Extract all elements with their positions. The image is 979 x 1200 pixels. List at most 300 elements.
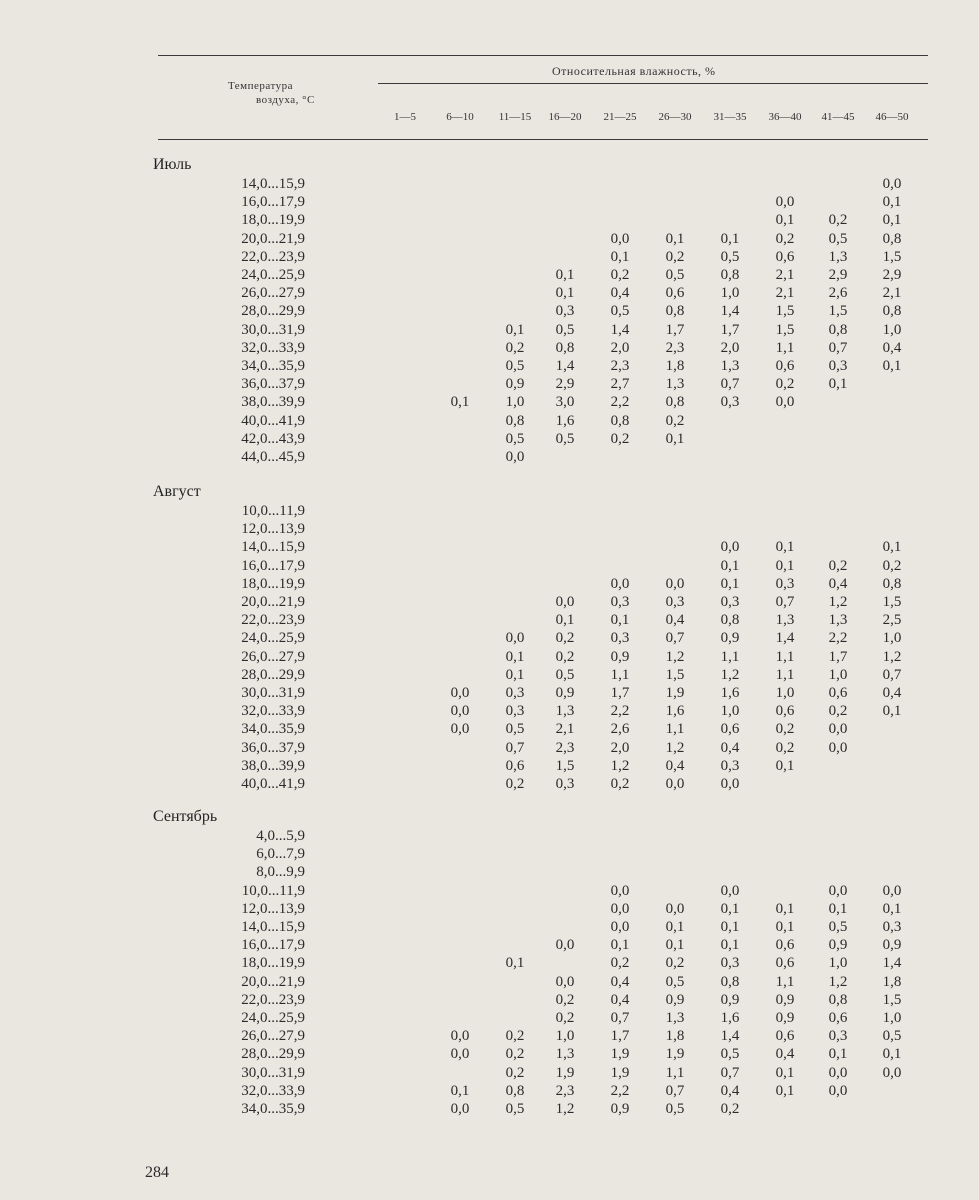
table-cell: 1,0 (828, 955, 848, 972)
table-cell: 1,7 (720, 321, 740, 338)
table-cell: 1,1 (775, 973, 795, 990)
table-cell: 1,3 (555, 703, 575, 720)
table-cell: 0,7 (828, 339, 848, 356)
temperature-range: 28,0...29,9 (241, 1046, 305, 1063)
temperature-range: 4,0...5,9 (256, 828, 305, 844)
table-cell: 0,5 (555, 666, 575, 683)
table-cell: 0,0 (828, 1064, 848, 1081)
table-cell: 1,2 (828, 973, 848, 990)
table-cell: 0,1 (665, 430, 685, 447)
temperature-range: 12,0...13,9 (241, 521, 305, 538)
column-header: 36—40 (768, 111, 802, 123)
table-cell: 2,1 (555, 721, 575, 738)
table-row (0, 919, 979, 937)
table-row (0, 394, 979, 412)
table-cell: 2,3 (665, 339, 685, 356)
table-cell: 0,8 (882, 230, 902, 247)
table-cell: 0,1 (720, 919, 740, 935)
table-cell: 0,6 (775, 955, 795, 972)
temperature-range: 38,0...39,9 (241, 394, 305, 411)
table-cell: 1,5 (882, 991, 902, 1008)
table-row (0, 612, 979, 630)
table-cell: 1,3 (665, 376, 685, 393)
table-cell: 0,1 (610, 937, 630, 954)
table-cell: 0,3 (775, 575, 795, 592)
table-cell: 0,2 (505, 1064, 525, 1081)
table-cell: 0,3 (828, 1028, 848, 1045)
table-cell: 0,0 (610, 919, 630, 935)
table-cell: 0,2 (775, 376, 795, 393)
table-cell: 0,5 (555, 430, 575, 447)
table-cell: 0,2 (555, 648, 575, 665)
table-cell: 1,6 (720, 685, 740, 701)
table-cell: 1,7 (828, 648, 848, 665)
table-cell: 0,0 (450, 685, 470, 701)
table-cell: 0,1 (610, 248, 630, 265)
table-cell: 0,1 (720, 937, 740, 954)
table-cell: 0,0 (610, 575, 630, 592)
table-cell: 0,1 (882, 358, 902, 374)
table-cell: 0,9 (665, 991, 685, 1008)
table-cell: 0,7 (775, 594, 795, 610)
table-row (0, 992, 979, 1010)
table-cell: 0,3 (720, 955, 740, 972)
month-label: Август (153, 483, 201, 500)
table-cell: 0,6 (775, 1028, 795, 1045)
column-header: 26—30 (658, 111, 692, 123)
table-cell: 1,4 (720, 1028, 740, 1045)
temperature-range: 8,0...9,9 (256, 864, 305, 881)
month-label: Сентябрь (153, 808, 218, 825)
table-cell: 0,9 (828, 937, 848, 954)
temperature-header-line2: воздуха, °С (256, 94, 315, 106)
table-cell: 0,4 (882, 339, 902, 356)
column-header: 16—20 (548, 111, 582, 123)
table-cell: 0,1 (555, 612, 575, 629)
month-label: Июль (153, 156, 192, 173)
table-cell: 2,6 (828, 285, 848, 302)
table-cell: 0,1 (775, 1082, 795, 1099)
temperature-header-line1: Температура (228, 80, 294, 92)
table-row (0, 776, 979, 794)
table-cell: 1,2 (665, 648, 685, 665)
table-cell: 0,0 (720, 539, 740, 556)
table-row (0, 937, 979, 955)
table-row (0, 576, 979, 594)
column-header: 41—45 (821, 111, 855, 123)
table-cell: 2,0 (720, 339, 740, 356)
table-cell: 0,5 (720, 248, 740, 265)
table-cell: 0,5 (610, 303, 630, 320)
table-cell: 1,2 (828, 594, 848, 610)
table-row (0, 503, 979, 521)
table-cell: 0,8 (665, 394, 685, 411)
temperature-range: 22,0...23,9 (241, 248, 305, 265)
table-cell: 0,2 (882, 557, 902, 574)
table-cell: 0,4 (610, 991, 630, 1008)
table-cell: 0,9 (775, 1010, 795, 1026)
table-cell: 0,3 (555, 776, 575, 792)
table-cell: 1,2 (555, 1101, 575, 1117)
temperature-range: 20,0...21,9 (241, 230, 305, 247)
table-row (0, 358, 979, 376)
table-cell: 0,1 (775, 900, 795, 917)
table-row (0, 703, 979, 721)
table-cell: 0,2 (505, 339, 525, 356)
column-header: 21—25 (603, 111, 637, 123)
table-cell: 0,4 (882, 685, 902, 701)
table-row (0, 667, 979, 685)
table-cell: 2,2 (610, 703, 630, 720)
table-cell: 0,3 (720, 394, 740, 411)
table-cell: 0,0 (450, 1101, 470, 1117)
temperature-range: 26,0...27,9 (241, 648, 305, 665)
table-cell: 1,7 (665, 321, 685, 338)
temperature-range: 16,0...17,9 (241, 194, 305, 211)
table-cell: 0,1 (775, 557, 795, 574)
table-cell: 0,9 (720, 991, 740, 1008)
table-cell: 1,5 (665, 666, 685, 683)
table-row (0, 376, 979, 394)
table-cell: 1,9 (610, 1046, 630, 1063)
table-cell: 1,5 (828, 303, 848, 320)
column-header: 1—5 (394, 111, 416, 123)
table-cell: 0,6 (828, 1010, 848, 1026)
table-cell: 0,2 (775, 230, 795, 247)
table-cell: 0,3 (610, 630, 630, 647)
column-header: 6—10 (446, 111, 474, 123)
table-cell: 0,2 (720, 1101, 740, 1117)
temperature-range: 26,0...27,9 (241, 285, 305, 302)
table-cell: 1,4 (555, 358, 575, 374)
table-cell: 0,0 (665, 776, 685, 792)
temperature-range: 44,0...45,9 (241, 449, 305, 465)
table-cell: 0,4 (665, 757, 685, 774)
table-cell: 2,1 (775, 285, 795, 302)
table-cell: 0,0 (775, 394, 795, 411)
temperature-range: 28,0...29,9 (241, 666, 305, 683)
temperature-range: 20,0...21,9 (241, 594, 305, 610)
table-row (0, 303, 979, 321)
table-cell: 0,4 (775, 1046, 795, 1063)
table-cell: 0,3 (610, 594, 630, 610)
table-cell: 0,8 (882, 575, 902, 592)
temperature-range: 30,0...31,9 (241, 685, 305, 701)
table-cell: 1,5 (775, 321, 795, 338)
table-cell: 0,0 (610, 900, 630, 917)
table-cell: 0,0 (505, 449, 525, 465)
table-cell: 1,1 (610, 666, 630, 683)
table-cell: 0,2 (775, 739, 795, 756)
table-cell: 1,0 (882, 321, 902, 338)
table-cell: 1,5 (882, 248, 902, 265)
table-row (0, 431, 979, 449)
table-cell: 0,5 (720, 1046, 740, 1063)
temperature-range: 12,0...13,9 (241, 900, 305, 917)
table-row (0, 685, 979, 703)
table-cell: 0,8 (720, 973, 740, 990)
table-cell: 1,4 (720, 303, 740, 320)
table-cell: 0,6 (505, 757, 525, 774)
table-row (0, 340, 979, 358)
table-cell: 1,2 (882, 648, 902, 665)
table-cell: 0,0 (505, 630, 525, 647)
table-cell: 0,6 (775, 937, 795, 954)
table-cell: 0,5 (505, 721, 525, 738)
temperature-range: 16,0...17,9 (241, 557, 305, 574)
table-cell: 0,0 (610, 230, 630, 247)
table-cell: 0,0 (450, 1046, 470, 1063)
table-row (0, 864, 979, 882)
table-cell: 0,0 (450, 1028, 470, 1045)
table-row (0, 539, 979, 557)
table-cell: 0,3 (555, 303, 575, 320)
table-cell: 1,8 (665, 358, 685, 374)
table-cell: 0,2 (555, 630, 575, 647)
table-cell: 0,5 (555, 321, 575, 338)
temperature-range: 28,0...29,9 (241, 303, 305, 320)
table-cell: 0,9 (775, 991, 795, 1008)
table-cell: 2,5 (882, 612, 902, 629)
table-cell: 0,0 (828, 882, 848, 899)
table-row (0, 322, 979, 340)
table-cell: 0,1 (505, 955, 525, 972)
table-cell: 1,6 (555, 412, 575, 429)
table-cell: 0,6 (775, 703, 795, 720)
table-cell: 0,0 (450, 703, 470, 720)
table-cell: 0,4 (665, 612, 685, 629)
table-cell: 1,0 (505, 394, 525, 411)
table-cell: 0,8 (828, 321, 848, 338)
table-cell: 1,3 (665, 1010, 685, 1026)
table-cell: 0,8 (555, 339, 575, 356)
table-cell: 1,1 (720, 648, 740, 665)
column-header: 31—35 (713, 111, 747, 123)
table-row (0, 594, 979, 612)
table-cell: 0,1 (720, 230, 740, 247)
table-cell: 0,5 (828, 919, 848, 935)
table-cell: 0,0 (882, 882, 902, 899)
table-cell: 0,9 (555, 685, 575, 701)
table-cell: 1,8 (665, 1028, 685, 1045)
table-cell: 0,6 (828, 685, 848, 701)
header-bottom-rule (158, 139, 928, 140)
table-cell: 0,2 (555, 991, 575, 1008)
table-cell: 2,7 (610, 376, 630, 393)
table-row (0, 1010, 979, 1028)
table-cell: 0,0 (555, 937, 575, 954)
table-cell: 1,2 (610, 757, 630, 774)
table-cell: 0,6 (775, 358, 795, 374)
temperature-range: 16,0...17,9 (241, 937, 305, 954)
table-cell: 0,7 (610, 1010, 630, 1026)
table-cell: 0,1 (665, 937, 685, 954)
temperature-range: 32,0...33,9 (241, 339, 305, 356)
table-cell: 0,1 (665, 230, 685, 247)
table-cell: 0,1 (775, 919, 795, 935)
temperature-range: 38,0...39,9 (241, 757, 305, 774)
table-cell: 0,2 (775, 721, 795, 738)
table-cell: 0,4 (720, 739, 740, 756)
table-cell: 0,7 (665, 1082, 685, 1099)
table-row (0, 413, 979, 431)
table-row (0, 231, 979, 249)
temperature-range: 30,0...31,9 (241, 321, 305, 338)
table-cell: 0,5 (665, 267, 685, 283)
table-cell: 0,5 (665, 1101, 685, 1117)
table-cell: 1,0 (720, 703, 740, 720)
humidity-rule (378, 83, 928, 84)
table-cell: 1,3 (828, 612, 848, 629)
table-row (0, 828, 979, 846)
table-row (0, 1046, 979, 1064)
table-cell: 0,1 (828, 1046, 848, 1063)
table-row (0, 249, 979, 267)
table-cell: 0,1 (720, 900, 740, 917)
column-header: 11—15 (498, 111, 532, 123)
table-cell: 1,0 (828, 666, 848, 683)
table-cell: 0,8 (505, 412, 525, 429)
table-cell: 1,2 (665, 739, 685, 756)
table-cell: 2,0 (610, 739, 630, 756)
temperature-range: 36,0...37,9 (241, 739, 305, 756)
table-cell: 0,5 (505, 430, 525, 447)
table-row (0, 267, 979, 285)
table-cell: 1,3 (720, 358, 740, 374)
table-cell: 0,3 (828, 358, 848, 374)
table-cell: 0,7 (665, 630, 685, 647)
table-cell: 0,2 (828, 557, 848, 574)
table-cell: 0,1 (828, 376, 848, 393)
table-cell: 0,8 (882, 303, 902, 320)
table-cell: 0,5 (505, 358, 525, 374)
table-cell: 0,0 (882, 1064, 902, 1081)
table-cell: 0,1 (450, 1082, 470, 1099)
table-cell: 1,9 (610, 1064, 630, 1081)
table-cell: 1,2 (720, 666, 740, 683)
temperature-range: 32,0...33,9 (241, 1082, 305, 1099)
table-cell: 0,5 (828, 230, 848, 247)
table-cell: 2,9 (882, 267, 902, 283)
table-cell: 1,3 (775, 612, 795, 629)
table-cell: 1,5 (775, 303, 795, 320)
table-row (0, 1101, 979, 1119)
table-cell: 0,6 (665, 285, 685, 302)
table-cell: 0,1 (882, 539, 902, 556)
page-number: 284 (145, 1164, 169, 1181)
table-cell: 0,6 (720, 721, 740, 738)
table-cell: 1,1 (665, 1064, 685, 1081)
table-cell: 0,7 (505, 739, 525, 756)
table-cell: 0,2 (665, 412, 685, 429)
table-cell: 1,4 (610, 321, 630, 338)
table-cell: 0,0 (720, 776, 740, 792)
table-cell: 0,0 (665, 900, 685, 917)
temperature-range: 10,0...11,9 (241, 882, 305, 899)
table-cell: 0,0 (775, 194, 795, 211)
temperature-range: 36,0...37,9 (241, 376, 305, 393)
table-cell: 0,1 (775, 1064, 795, 1081)
table-cell: 1,0 (720, 285, 740, 302)
table-cell: 1,5 (882, 594, 902, 610)
table-cell: 1,9 (665, 685, 685, 701)
table-cell: 0,4 (610, 285, 630, 302)
table-cell: 1,0 (882, 1010, 902, 1026)
table-cell: 0,4 (720, 1082, 740, 1099)
table-row (0, 212, 979, 230)
table-cell: 0,1 (720, 557, 740, 574)
temperature-range: 10,0...11,9 (241, 503, 305, 519)
table-cell: 2,3 (555, 1082, 575, 1099)
table-cell: 0,6 (775, 248, 795, 265)
temperature-range: 24,0...25,9 (241, 267, 305, 283)
temperature-range: 32,0...33,9 (241, 703, 305, 720)
table-cell: 1,9 (555, 1064, 575, 1081)
table-cell: 3,0 (555, 394, 575, 411)
table-cell: 0,8 (828, 991, 848, 1008)
column-header: 46—50 (875, 111, 909, 123)
table-cell: 0,7 (882, 666, 902, 683)
table-cell: 0,3 (665, 594, 685, 610)
table-row (0, 558, 979, 576)
table-cell: 0,0 (828, 721, 848, 738)
table-cell: 1,7 (610, 685, 630, 701)
temperature-range: 6,0...7,9 (256, 846, 305, 863)
table-cell: 0,1 (828, 900, 848, 917)
table-cell: 0,0 (882, 176, 902, 192)
table-cell: 0,1 (505, 666, 525, 683)
table-cell: 2,2 (610, 1082, 630, 1099)
table-cell: 0,9 (505, 376, 525, 393)
temperature-range: 40,0...41,9 (241, 776, 305, 792)
table-row (0, 974, 979, 992)
table-cell: 0,2 (665, 955, 685, 972)
table-cell: 2,9 (555, 376, 575, 393)
table-cell: 1,1 (775, 648, 795, 665)
table-cell: 0,1 (882, 703, 902, 720)
table-cell: 1,3 (828, 248, 848, 265)
temperature-range: 14,0...15,9 (241, 539, 305, 556)
table-row (0, 758, 979, 776)
table-cell: 1,6 (720, 1010, 740, 1026)
table-cell: 1,1 (775, 339, 795, 356)
table-cell: 2,2 (610, 394, 630, 411)
table-cell: 0,7 (720, 376, 740, 393)
table-cell: 0,1 (555, 285, 575, 302)
temperature-range: 26,0...27,9 (241, 1028, 305, 1045)
table-cell: 0,0 (555, 973, 575, 990)
table-cell: 0,9 (610, 1101, 630, 1117)
table-cell: 0,1 (665, 919, 685, 935)
table-row (0, 521, 979, 539)
temperature-range: 34,0...35,9 (241, 721, 305, 738)
table-row (0, 1065, 979, 1083)
table-row (0, 630, 979, 648)
table-cell: 0,3 (882, 919, 902, 935)
table-cell: 0,0 (610, 882, 630, 899)
table-row (0, 901, 979, 919)
top-rule (158, 55, 928, 56)
table-row (0, 449, 979, 467)
table-row (0, 1083, 979, 1101)
temperature-range: 34,0...35,9 (241, 358, 305, 374)
table-cell: 0,9 (882, 937, 902, 954)
temperature-range: 24,0...25,9 (241, 630, 305, 647)
table-cell: 0,1 (450, 394, 470, 411)
table-cell: 0,1 (882, 900, 902, 917)
table-cell: 0,1 (882, 194, 902, 211)
table-cell: 0,2 (665, 248, 685, 265)
